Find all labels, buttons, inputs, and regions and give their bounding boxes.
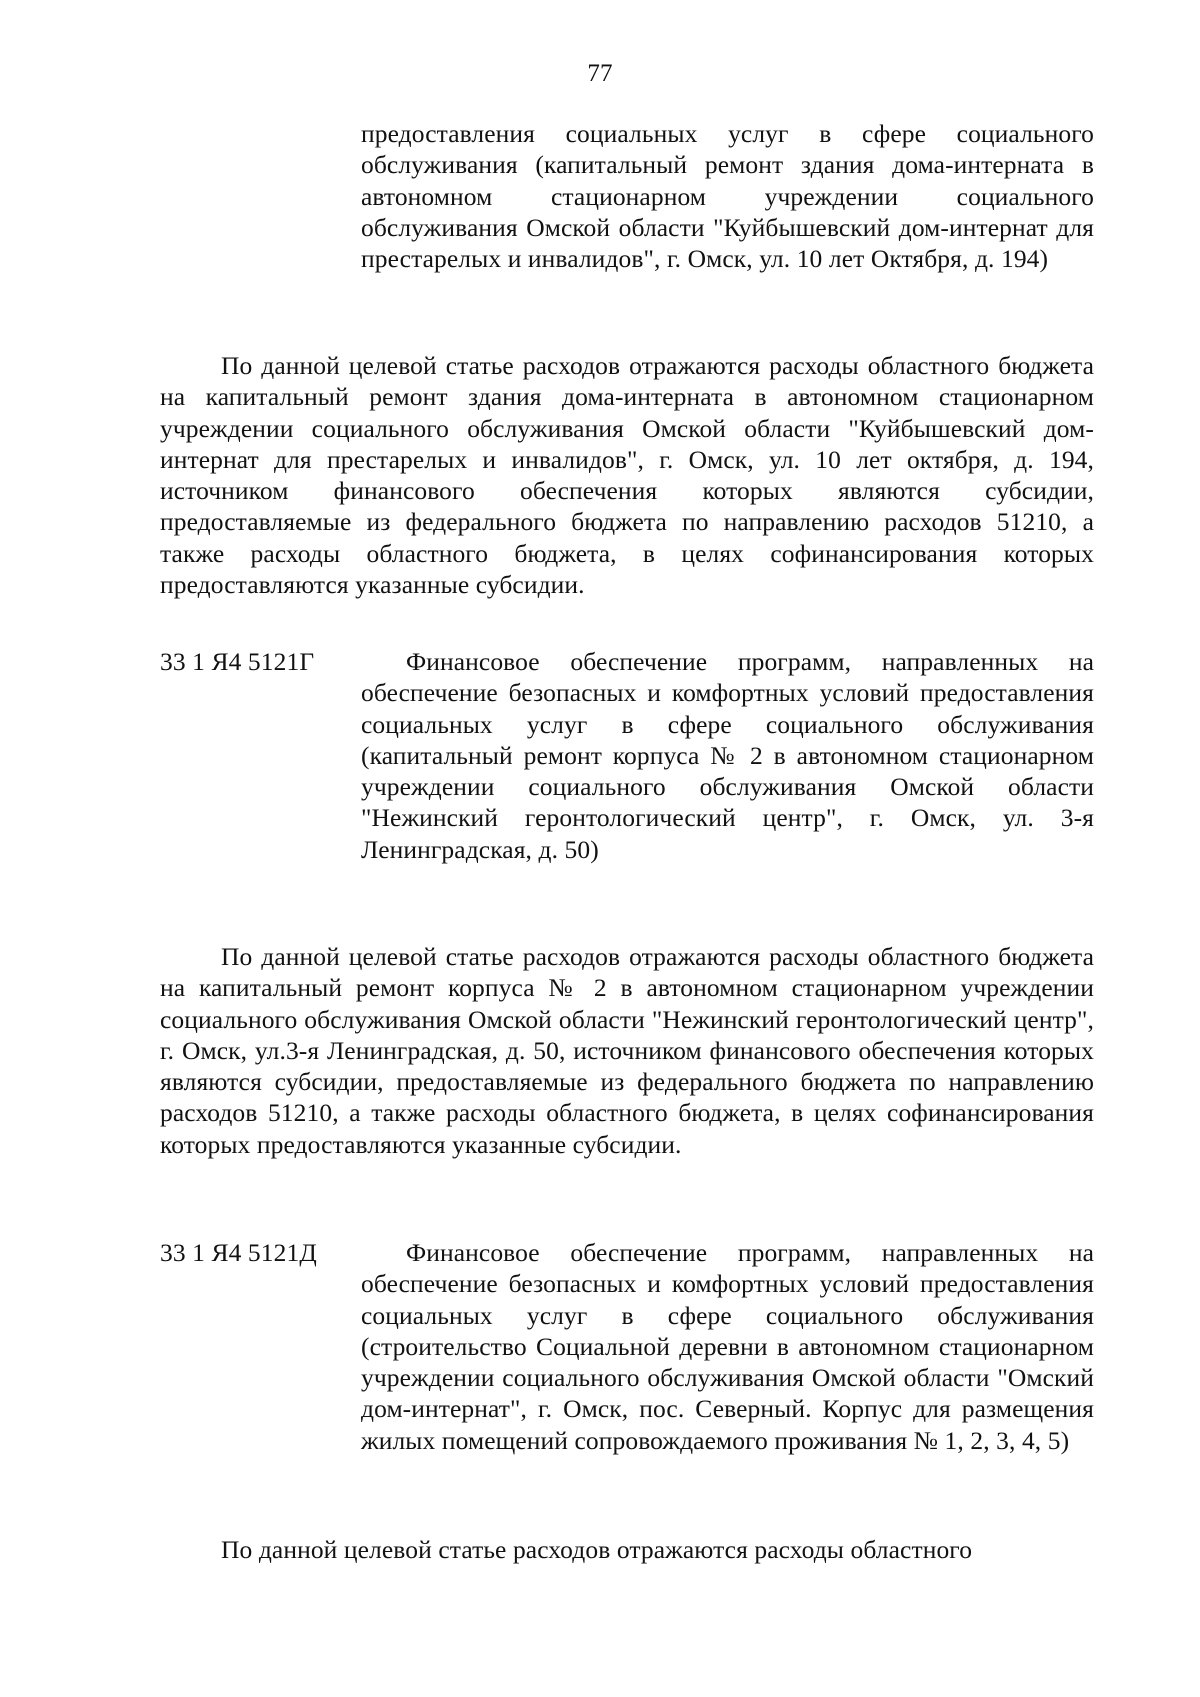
body-paragraph-2: По данной целевой статье расходов отражаются расходы областного бюджета на капитальный ремонт корпуса № 2 в автономном стационарном учреждении социального обслуживания Омской области "Нежинский геронтологический центр", г. Омск, ул.3-я Ленинградская, д. 50, источником финансового обеспечения которых являются субсидии, предоставляемые из федерального бюджета по направлению расходов 51210, а также расходы областного бюджета, в целях софинансирования которых предоставляются указанные субсидии. (160, 942, 1094, 1159)
entry-code-1: 33 1 Я4 5121Г (160, 647, 315, 676)
entry-description-2: Финансовое обеспечение программ, направленных на обеспечение безопасных и комфортных условий предоставления социальных услуг в сфере социального обслуживания (строительство Социальной деревни в автономном стационарном учреждении социального обслуживания Омской области "Омский дом-интернат", г. Омск, пос. Северный. Корпус для размещения жилых помещений сопровождаемого проживания № 1, 2, 3, 4, 5) (361, 1238, 1094, 1455)
page-number: 77 (587, 60, 613, 87)
body-paragraph-1: По данной целевой статье расходов отражаются расходы областного бюджета на капитальный ремонт здания дома-интерната в автономном стационарном учреждении социального обслуживания Омской области "Куйбышевский дом-интернат для престарелых и инвалидов", г. Омск, ул. 10 лет октября, д. 194, источником финансового обеспечения которых являются субсидии, предоставляемые из федерального бюджета по направлению расходов 51210, а также расходы областного бюджета, в целях софинансирования которых предоставляются указанные субсидии. (160, 351, 1094, 600)
entry-description-1: Финансовое обеспечение программ, направленных на обеспечение безопасных и комфортных условий предоставления социальных услуг в сфере социального обслуживания (капитальный ремонт корпуса № 2 в автономном стационарном учреждении социального обслуживания Омской области "Нежинский геронтологический центр", г. Омск, ул. 3-я Ленинградская, д. 50) (361, 647, 1094, 864)
continuation-text: предоставления социальных услуг в сфере социального обслуживания (капитальный ремонт здания дома-интерната в автономном стационарном учреждении социального обслуживания Омской области "Куйбышевский дом-интернат для престарелых и инвалидов", г. Омск, ул. 10 лет Октября, д. 194) (361, 119, 1094, 274)
entry-code-2: 33 1 Я4 5121Д (160, 1238, 317, 1267)
body-paragraph-3: По данной целевой статье расходов отражаются расходы областного (221, 1535, 973, 1564)
